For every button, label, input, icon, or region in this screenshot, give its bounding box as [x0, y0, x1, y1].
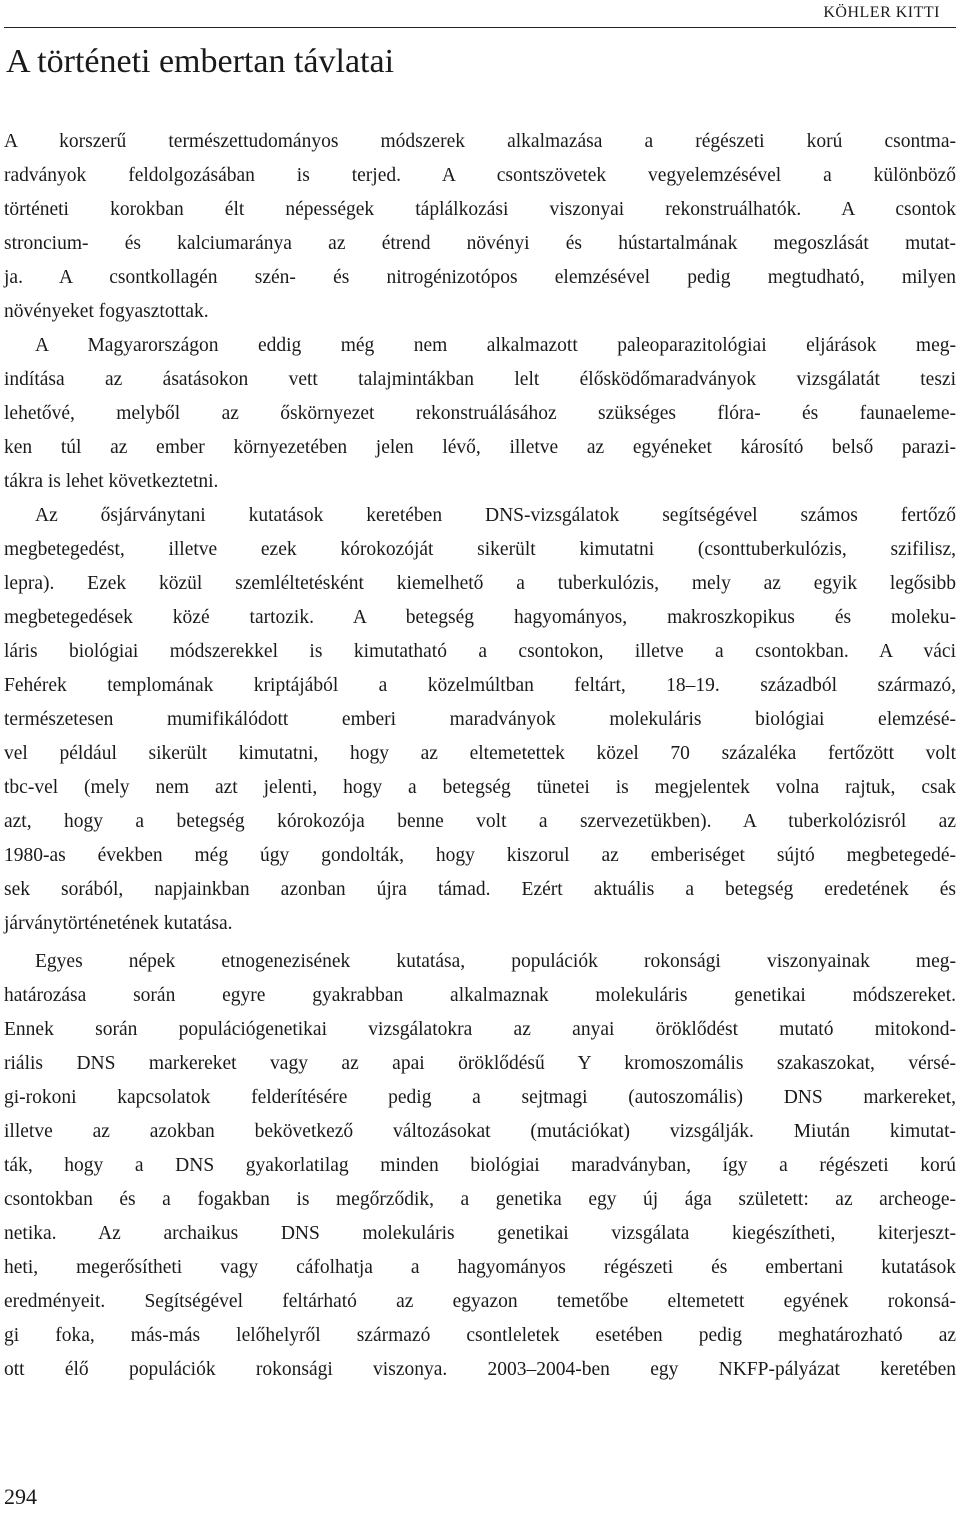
text-line: történeti korokban élt népességek táplálkozási viszonyai rekonstruálhatók. A csontok: [4, 199, 956, 220]
text-line: A Magyarországon eddig még nem alkalmazott paleoparazitológiai eljárások meg-: [35, 335, 956, 356]
chapter-title: A történeti embertan távlatai: [6, 43, 395, 80]
text-line: radványok feldolgozásában is terjed. A csontszövetek vegyelemzésével a különböző: [4, 165, 956, 186]
text-line: ja. A csontkollagén szén- és nitrogénizotópos elemzésével pedig megtudható, milyen: [4, 267, 956, 288]
text-line: Fehérek templomának kriptájából a közelmúltban feltárt, 18–19. századból származó,: [4, 675, 956, 696]
text-line: növényeket fogyasztottak.: [4, 301, 209, 322]
text-line: lepra). Ezek közül szemléltetésként kiemelhető a tuberkulózis, mely az egyik legősibb: [4, 573, 956, 594]
text-line: járványtörténetének kutatása.: [4, 913, 233, 934]
paragraph: [4, 499, 956, 941]
text-line: csontokban és a fogakban is megőrződik, a genetika egy új ága született: az archeoge-: [4, 1189, 956, 1210]
text-line: ták, hogy a DNS gyakorlatilag minden biológiai maradványban, így a régészeti korú: [4, 1155, 956, 1176]
text-line: láris biológiai módszerekkel is kimutatható a csontokon, illetve a csontokban. A váci: [4, 641, 956, 662]
text-line: gi-rokoni kapcsolatok felderítésére pedig a sejtmagi (autoszomális) DNS markereket,: [4, 1087, 956, 1108]
text-line: lehetővé, melyből az őskörnyezet rekonstruálásához szükséges flóra- és faunaeleme-: [4, 403, 956, 424]
text-line: határozása során egyre gyakrabban alkalmaznak molekuláris genetikai módszereket.: [4, 985, 956, 1006]
paragraph: [4, 329, 956, 499]
text-line: gi foka, más-más lelőhelyről származó csontleletek esetében pedig meghatározható az: [4, 1325, 956, 1346]
text-line: netika. Az archaikus DNS molekuláris genetikai vizsgálata kiegészítheti, kiterjeszt-: [4, 1223, 956, 1244]
text-line: ken túl az ember környezetében jelen lévő, illetve az egyéneket károsító belső parazi-: [4, 437, 956, 458]
text-line: tákra is lehet következtetni.: [4, 471, 219, 492]
text-line: A korszerű természettudományos módszerek alkalmazása a régészeti korú csontma-: [4, 131, 956, 152]
text-line: eredményeit. Segítségével feltárható az egyazon temetőbe eltemetett egyének rokonsá-: [4, 1291, 956, 1312]
text-line: 1980-as években még úgy gondolták, hogy kiszorul az emberiséget sújtó megbetegedé-: [4, 845, 956, 866]
text-line: stroncium- és kalciumaránya az étrend növényi és hústartalmának megoszlását mutat-: [4, 233, 956, 254]
text-line: természetesen mumifikálódott emberi maradványok molekuláris biológiai elemzésé-: [4, 709, 956, 730]
text-line: Egyes népek etnogenezisének kutatása, populációk rokonsági viszonyainak meg-: [35, 951, 956, 972]
text-line: tbc-vel (mely nem azt jelenti, hogy a betegség tünetei is megjelentek volna rajtuk, csak: [4, 777, 956, 798]
text-line: sek sorából, napjainkban azonban újra támad. Ezért aktuális a betegség eredetének és: [4, 879, 956, 900]
text-line: heti, megerősítheti vagy cáfolhatja a hagyományos régészeti és embertani kutatások: [4, 1257, 956, 1278]
text-line: riális DNS markereket vagy az apai öröklődésű Y kromoszomális szakaszokat, vérsé-: [4, 1053, 956, 1074]
text-line: megbetegedések közé tartozik. A betegség hagyományos, makroszkopikus és moleku-: [4, 607, 956, 628]
paragraph: [4, 125, 956, 329]
text-line: Az ősjárványtani kutatások keretében DNS-vizsgálatok segítségével számos fertőző: [35, 505, 956, 526]
text-line: Ennek során populációgenetikai vizsgálatokra az anyai öröklődést mutató mitokond-: [4, 1019, 956, 1040]
text-line: illetve az azokban bekövetkező változásokat (mutációkat) vizsgálják. Miután kimutat-: [4, 1121, 956, 1142]
running-header: KÖHLER KITTI: [823, 4, 940, 21]
text-line: megbetegedést, illetve ezek kórokozóját sikerült kimutatni (csonttuberkulózis, szifilisz,: [4, 539, 956, 560]
text-line: indítása az ásatásokon vett talajmintákban lelt élősködőmaradványok vizsgálatát teszi: [4, 369, 956, 390]
paragraph: [4, 945, 956, 1387]
text-line: azt, hogy a betegség kórokozója benne volt a szervezetükben). A tuberkolózisról az: [4, 811, 956, 832]
text-line: ott élő populációk rokonsági viszonya. 2003–2004-ben egy NKFP-pályázat keretében: [4, 1359, 956, 1380]
text-line: vel például sikerült kimutatni, hogy az eltemetettek közel 70 százaléka fertőzött volt: [4, 743, 956, 764]
page-number: 294: [4, 1484, 37, 1509]
header-rule: [4, 27, 956, 28]
body-text: [4, 125, 956, 1387]
